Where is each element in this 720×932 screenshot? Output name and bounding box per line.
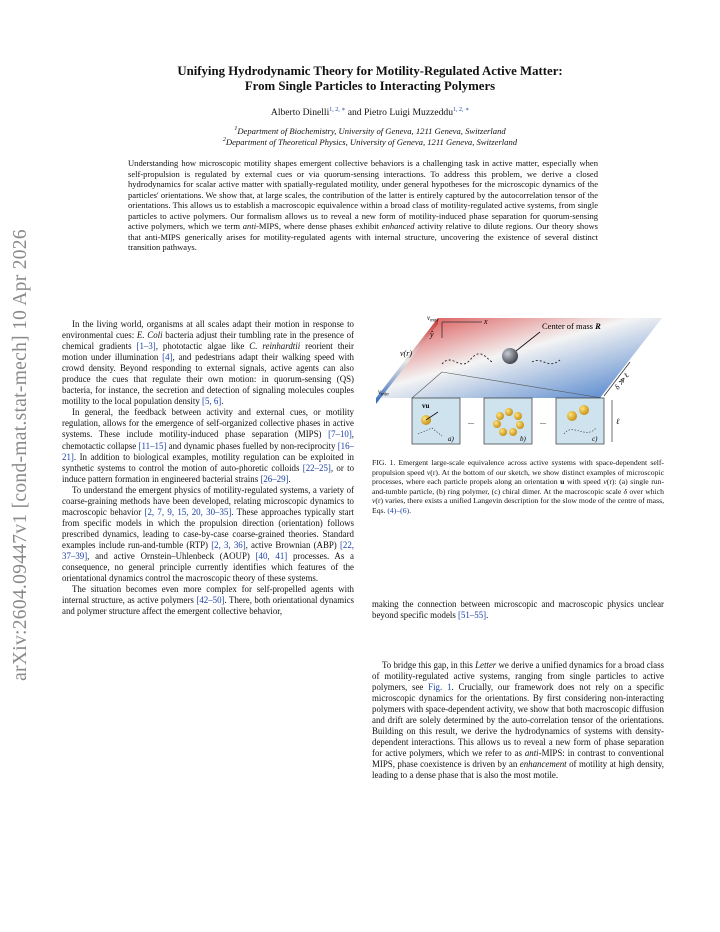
ellipsis: ... <box>468 417 474 426</box>
author-separator: and <box>345 107 364 118</box>
affil-number: 2 <box>222 137 226 144</box>
paragraph: To bridge this gap, in this Letter we derive a unified dynamics for a broad class of motility-regulated active systems, ranging from single particles to active polymers, see Fig. 1. Crucially, our framework does not rely on a specific microscopic dynamics for the orientations. By first considering non-interacting polymers with space-dependent activity, we show that both macroscopic diffusion and drift are solely determined by the auto-correlation tensor of the orientations. Building on this result, we derive the hydrodynamics of systems with density-dependent interactions. This allows us to reveal a new form of phase separation for active polymers, which we refer to as anti-MIPS: in contrast to conventional MIPS, phase coexistence is driven by an enhancement of motility at high density, leading to a dense phase that is also the most motile. <box>372 660 664 781</box>
abstract-emphasis: enhanced <box>381 221 415 232</box>
author-list <box>90 107 650 118</box>
citation-link[interactable]: [40, 41] <box>255 550 288 561</box>
right-column <box>372 660 664 782</box>
figure-1-caption: FIG. 1. Emergent large-scale equivalence across active systems with space-dependent self-propulsion speed v(r). At the bottom of our sketch, we show distinct examples of microscopic processes, where each particle propels along an orientation u with speed v(r): (a) single run-and-tumble particle, (b) ring polymer, (c) chiral dimer. At the macroscopic scale δ over which v(r) varies, there exists a unified Langevin description for the slow mode of the centre of mass, Eqs. (4)–(6). <box>372 458 665 515</box>
paragraph: In the living world, organisms at all scales adapt their motion in response to environmental cues: E. Coli bacteria adjust their tumbling rate in the presence of chemical gradients [1–3], phototactic algae like C. reinhardtii reorient their motion under illumination [4], and pedestrians adapt their walking speed with crowd density. Beyond responding to external signals, active agents can also produce the cues that regulate their own motion: in quorum-sensing (QS) bacteria, for instance, the secretion and detection of signaling molecules couples motility to the local population density [5, 6]. <box>62 319 354 407</box>
citation-link[interactable]: [22, 37–39] <box>62 539 354 561</box>
arxiv-id: arXiv:2604.09447v1 [cond-mat.stat-mech] 10 Apr 2026 <box>10 229 31 681</box>
title-line-2: From Single Particles to Interacting Polymers <box>244 79 496 93</box>
affiliations <box>90 126 650 148</box>
citation-link[interactable]: [26–29] <box>260 473 289 484</box>
author-name: Alberto Dinelli <box>270 107 330 118</box>
paragraph: To understand the emergent physics of motility-regulated systems, a variety of coarse-graining methods have been developed, relating microscopic dynamics to macroscopic behavior [2, 7, 9, 15, 20, 30–35]. These approaches typically start from specific models in which the propulsion direction (orientation) follows prescribed dynamics, leading to case-by-case coarse-grained theories. Standard examples include run-and-tumble (RTP) [2, 3, 36], active Brownian (ABP) [22, 37–39], and active Ornstein–Uhlenbeck (AOUP) [40, 41] processes. As a consequence, no general principle currently identifies which features of the orientational dynamics control the macroscopic theory of these systems. <box>62 484 355 584</box>
panel-b <box>484 398 532 444</box>
x-axis-label: x <box>484 317 488 326</box>
citation-link[interactable]: [2, 3, 36] <box>211 539 246 550</box>
arxiv-sidebar-stamp <box>10 215 32 695</box>
figure-1-sketch <box>372 312 664 452</box>
citation-link[interactable]: [1–3] <box>136 341 156 352</box>
left-column <box>62 319 354 617</box>
delta-scale-label: δ ≫ ℓ <box>612 371 631 392</box>
vmin-label: $v_{min}$ <box>378 388 389 398</box>
citation-link[interactable]: [11–15] <box>138 440 167 451</box>
paragraph: The situation becomes even more complex for self-propelled agents with internal structure, as active polymers [42–50]. There, both orientational dynamics and polymer structure affect the emergent collective behavior, <box>62 584 355 617</box>
y-axis-label: ŷ <box>430 330 434 339</box>
ellipsis: ... <box>540 417 546 426</box>
abstract-text: activity relative to dilute regions. Our theory shows that anti-MIPS generically arises for motility-regulated agents with internal structure, uncovering the existence of several distinct transition pathways. <box>128 221 598 253</box>
vmax-label: $v_{max}$ <box>427 314 439 324</box>
citation-link[interactable]: [4] <box>162 352 173 363</box>
citation-link[interactable]: [42–50] <box>196 595 225 606</box>
speed-field-label: v(r) <box>400 349 412 358</box>
abstract-text: -MIPS, where dense phases exhibit <box>256 221 382 232</box>
paper-title <box>90 64 650 94</box>
affil-text: Department of Biochemistry, University of Geneva, 1211 Geneva, Switzerland <box>237 126 506 136</box>
abstract-emphasis: anti <box>242 221 257 232</box>
ell-scale-label: ℓ <box>616 417 620 426</box>
equation-link[interactable]: (4)–(6) <box>387 505 410 515</box>
citation-link[interactable]: [16–21] <box>62 440 354 462</box>
citation-link[interactable]: [2, 7, 9, 15, 20, 30–35] <box>144 506 232 517</box>
title-line-1: Unifying Hydrodynamic Theory for Motility-Regulated Active Matter: <box>177 64 563 78</box>
affil-number: 1 <box>234 126 238 133</box>
center-of-mass-sphere <box>502 348 518 364</box>
caption-label: FIG. 1. <box>372 458 396 467</box>
citation-link[interactable]: [22–25] <box>302 462 331 473</box>
right-column-continuation: making the connection between microscopic and macroscopic physics unclear beyond specific models [51–55]. <box>372 599 664 621</box>
paragraph: In general, the feedback between activity and external cues, or motility regulation, allows for the emergence of self-organized collective phases in active systems. These include motility-induced phase separation (MIPS) [7–10], chemotactic collapse [11–15] and dynamic phases fuelled by non-reciprocity [16–21]. In addition to biological examples, motility regulation can be exploited in synthetic systems to control the motion of auto-phoretic colloids [22–25], or to induce pattern formation in engineered bacterial strains [26–29]. <box>62 407 355 484</box>
citation-link[interactable]: [7–10] <box>328 429 352 440</box>
panel-a-label: a) <box>448 435 454 443</box>
author-affil-marker[interactable]: 1, 2, ∗ <box>329 106 346 113</box>
citation-link[interactable]: [51–55] <box>458 610 487 621</box>
figure-link[interactable]: Fig. 1 <box>428 682 452 693</box>
author-name: Pietro Luigi Muzzeddu <box>364 107 453 118</box>
abstract-text: Understanding how microscopic motility shapes emergent collective behaviors is a challenging task in active matter, especially when self-propulsion is regulated by external cues or via quorum-sensing interactions. To address this problem, we derive a closed hydrodynamics for scalar active matter with spatially-regulated motility, under general hypotheses for the microscopic dynamics of the particles' orientations. We show that, at large scales, the contribution of the latter is entirely captured by the autocorrelation tensor of the orientations. This allows us to establish a macroscopic equivalence within a broad class of motility-regulated active systems, from single particles to active polymers. Our formalism allows us to reveal a new form of motility-induced phase separation for quorum-sensing active polymers, which we term <box>128 158 598 232</box>
affiliation-1 <box>90 126 650 137</box>
propulsion-label: vu <box>422 402 430 410</box>
panel-c-label: c) <box>592 435 598 443</box>
panel-b-label: b) <box>520 435 526 443</box>
panel-c <box>556 398 604 444</box>
affiliation-2 <box>90 137 650 148</box>
author-affil-marker[interactable]: 1, 2, ∗ <box>453 106 470 113</box>
panel-a <box>412 398 460 444</box>
figure-1 <box>372 312 664 452</box>
center-of-mass-label: Center of mass R <box>542 321 601 331</box>
affil-text: Department of Theoretical Physics, University of Geneva, 1211 Geneva, Switzerland <box>225 137 518 147</box>
citation-link[interactable]: [5, 6] <box>202 396 222 407</box>
abstract <box>128 158 598 253</box>
